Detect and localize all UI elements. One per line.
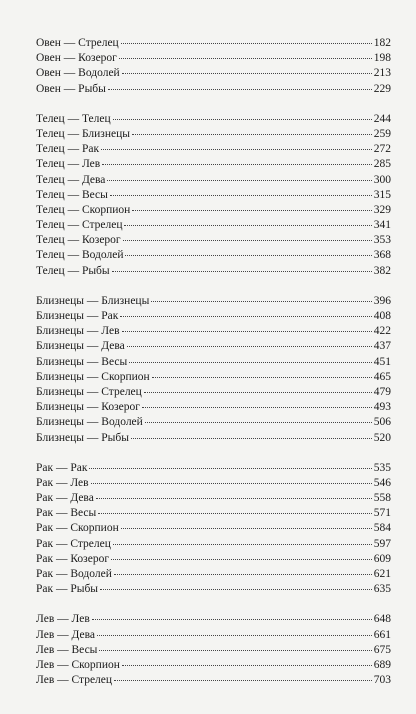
- dot-leader: [113, 119, 372, 120]
- toc-entry: [36, 461, 391, 476]
- dot-leader: [96, 498, 372, 499]
- toc-entry: [36, 537, 391, 552]
- dot-leader: [97, 635, 372, 636]
- dot-leader: [120, 316, 371, 317]
- toc-entry-page-number: 396: [373, 294, 391, 307]
- dot-leader: [114, 574, 372, 575]
- toc-entry: [36, 521, 391, 536]
- toc-entry-title: Лев — Весы: [36, 643, 98, 656]
- dot-leader: [151, 301, 371, 302]
- toc-entry-page-number: 689: [373, 658, 391, 671]
- dot-leader: [100, 589, 372, 590]
- toc-entry-page-number: 597: [373, 537, 391, 550]
- toc-entry: [36, 82, 391, 97]
- toc-entry-title: Близнецы — Стрелец: [36, 385, 142, 398]
- toc-entry: [36, 36, 391, 51]
- dot-leader: [98, 513, 372, 514]
- toc-entry-page-number: 584: [373, 522, 391, 535]
- toc-entry-title: Телец — Телец: [36, 112, 111, 125]
- toc-entry: [36, 431, 391, 446]
- toc-entry: [36, 643, 391, 658]
- toc-entry: [36, 582, 391, 597]
- toc-entry-title: Лев — Стрелец: [36, 674, 113, 687]
- toc-entry-title: Близнецы — Лев: [36, 325, 120, 338]
- toc-entry-page-number: 571: [373, 507, 391, 520]
- toc-entry-page-number: 506: [373, 416, 391, 429]
- toc-entry: [36, 142, 391, 157]
- toc-entry: [36, 612, 391, 627]
- toc-entry: [36, 355, 391, 370]
- toc-entry-page-number: 182: [373, 37, 391, 49]
- toc-entry-page-number: 535: [373, 461, 391, 474]
- toc-entry: [36, 324, 391, 339]
- toc-entry-title: Лев — Дева: [36, 628, 95, 641]
- dot-leader: [124, 225, 371, 226]
- toc-entry-page-number: 621: [373, 568, 391, 580]
- toc-entry: [36, 476, 391, 491]
- toc-entry-title: Телец — Рак: [36, 143, 100, 156]
- toc-entry: [36, 112, 391, 127]
- toc-entry-title: Рак — Козерог: [36, 552, 110, 565]
- toc-entry-page-number: 285: [373, 158, 391, 171]
- dot-leader: [119, 58, 372, 59]
- dot-leader: [144, 392, 372, 393]
- toc-entry-page-number: 437: [373, 340, 391, 353]
- toc-entry-title: Рак — Лев: [36, 476, 89, 489]
- dot-leader: [112, 271, 372, 272]
- toc-entry-page-number: 368: [373, 249, 391, 262]
- toc-entry-title: Близнецы — Весы: [36, 355, 128, 368]
- toc-entry-title: Овен — Стрелец: [36, 37, 119, 49]
- toc-entry-title: Рак — Дева: [36, 492, 94, 505]
- toc-entry: [36, 552, 391, 567]
- dot-leader: [125, 255, 371, 256]
- toc-entry-page-number: 479: [373, 385, 391, 398]
- toc-entry-title: Телец — Козерог: [36, 234, 121, 247]
- toc-entry: [36, 370, 391, 385]
- toc-entry: [36, 385, 391, 400]
- toc-entry-page-number: 703: [373, 674, 391, 687]
- toc-group: [36, 461, 391, 598]
- dot-leader: [122, 665, 372, 666]
- dot-leader: [114, 680, 372, 681]
- toc-entry-title: Телец — Дева: [36, 173, 106, 186]
- toc-entry-title: Рак — Рыбы: [36, 583, 99, 596]
- dot-leader: [111, 559, 372, 560]
- toc-entry: [36, 491, 391, 506]
- dot-leader: [152, 377, 372, 378]
- dot-leader: [142, 407, 372, 408]
- dot-leader: [122, 331, 372, 332]
- dot-leader: [107, 180, 371, 181]
- toc-entry: [36, 188, 391, 203]
- toc-entry-title: Лев — Лев: [36, 613, 90, 626]
- toc-entry-title: Овен — Рыбы: [36, 82, 106, 95]
- dot-leader: [92, 619, 372, 620]
- toc-entry-title: Близнецы — Дева: [36, 340, 125, 353]
- toc-entry: [36, 309, 391, 324]
- toc-entry: [36, 248, 391, 263]
- dot-leader: [121, 528, 372, 529]
- toc-entry: [36, 673, 391, 688]
- toc-entry: [36, 218, 391, 233]
- toc-entry-page-number: 546: [373, 476, 391, 489]
- dot-leader: [110, 195, 372, 196]
- toc-entry-title: Телец — Лев: [36, 158, 101, 171]
- toc-entry: [36, 294, 391, 309]
- toc-entry-page-number: 635: [373, 583, 391, 596]
- toc-entry: [36, 506, 391, 521]
- toc-entry-page-number: 272: [373, 143, 391, 156]
- toc-entry: [36, 157, 391, 172]
- toc-entry-page-number: 675: [373, 643, 391, 656]
- toc-entry-title: Телец — Близнецы: [36, 127, 130, 140]
- toc-entry-page-number: 244: [373, 112, 391, 125]
- toc-entry-page-number: 259: [373, 127, 391, 140]
- toc-entry-page-number: 315: [373, 188, 391, 201]
- toc-entry-page-number: 408: [373, 310, 391, 322]
- dot-leader: [89, 468, 371, 469]
- toc-entry-page-number: 422: [373, 325, 391, 338]
- toc-entry-title: Лев — Скорпион: [36, 658, 120, 671]
- toc-entry-title: Рак — Рак: [36, 461, 88, 474]
- toc-entry-title: Рак — Весы: [36, 507, 97, 520]
- toc-entry: [36, 264, 391, 279]
- toc-entry-title: Рак — Стрелец: [36, 537, 111, 550]
- toc-entry-title: Близнецы — Близнецы: [36, 294, 150, 307]
- toc-entry-title: Близнецы — Водолей: [36, 416, 143, 429]
- toc-entry: [36, 66, 391, 81]
- dot-leader: [101, 149, 372, 150]
- dot-leader: [145, 422, 372, 423]
- toc-entry-page-number: 198: [373, 52, 391, 65]
- toc-entry-title: Близнецы — Рыбы: [36, 431, 129, 444]
- toc-group: [36, 294, 391, 446]
- toc-entry: [36, 628, 391, 643]
- toc-entry-page-number: 329: [373, 203, 391, 216]
- toc-entry: [36, 339, 391, 354]
- toc-entry-title: Рак — Водолей: [36, 568, 112, 580]
- toc-entry-page-number: 300: [373, 173, 391, 186]
- toc-entry-title: Овен — Козерог: [36, 52, 117, 65]
- toc-entry: [36, 658, 391, 673]
- toc-group: [36, 612, 391, 688]
- toc-entry-page-number: 451: [373, 355, 391, 368]
- toc-entry: [36, 415, 391, 430]
- dot-leader: [127, 346, 372, 347]
- toc-entry: [36, 203, 391, 218]
- dot-leader: [113, 544, 372, 545]
- toc-entry: [36, 127, 391, 142]
- toc-entry-page-number: 558: [373, 492, 391, 505]
- toc-entry-page-number: 353: [373, 234, 391, 247]
- toc-entry-page-number: 382: [373, 264, 391, 277]
- dot-leader: [99, 650, 371, 651]
- toc-entry-page-number: 229: [373, 82, 391, 95]
- toc-entry-title: Рак — Скорпион: [36, 522, 119, 535]
- toc-entry: [36, 400, 391, 415]
- dot-leader: [123, 240, 372, 241]
- dot-leader: [91, 483, 372, 484]
- toc-entry-title: Телец — Скорпион: [36, 203, 131, 216]
- toc-entry-title: Близнецы — Рак: [36, 310, 119, 322]
- toc-entry-page-number: 465: [373, 370, 391, 383]
- toc-entry: [36, 233, 391, 248]
- dot-leader: [132, 210, 371, 211]
- toc-entry: [36, 51, 391, 66]
- toc-entry-page-number: 661: [373, 628, 391, 641]
- dot-leader: [122, 73, 372, 74]
- toc-entry: [36, 173, 391, 188]
- dot-leader: [108, 89, 372, 90]
- toc-entry-title: Телец — Весы: [36, 188, 108, 201]
- toc-entry-title: Телец — Рыбы: [36, 264, 110, 277]
- toc-entry-page-number: 341: [373, 219, 391, 232]
- toc-entry-page-number: 609: [373, 552, 391, 565]
- toc-entry-title: Телец — Водолей: [36, 249, 124, 262]
- toc-entry-title: Близнецы — Козерог: [36, 401, 140, 414]
- dot-leader: [131, 438, 372, 439]
- toc-entry-page-number: 520: [373, 431, 391, 444]
- toc-entry-page-number: 648: [373, 613, 391, 626]
- table-of-contents: [36, 36, 391, 703]
- toc-entry-title: Овен — Водолей: [36, 67, 120, 80]
- dot-leader: [132, 134, 372, 135]
- toc-entry-title: Телец — Стрелец: [36, 219, 123, 232]
- toc-entry-page-number: 493: [373, 401, 391, 414]
- dot-leader: [102, 164, 372, 165]
- toc-entry: [36, 567, 391, 582]
- dot-leader: [121, 43, 372, 44]
- toc-entry-title: Близнецы — Скорпион: [36, 370, 150, 383]
- toc-group: [36, 36, 391, 97]
- toc-entry-page-number: 213: [373, 67, 391, 80]
- toc-group: [36, 112, 391, 279]
- dot-leader: [129, 362, 372, 363]
